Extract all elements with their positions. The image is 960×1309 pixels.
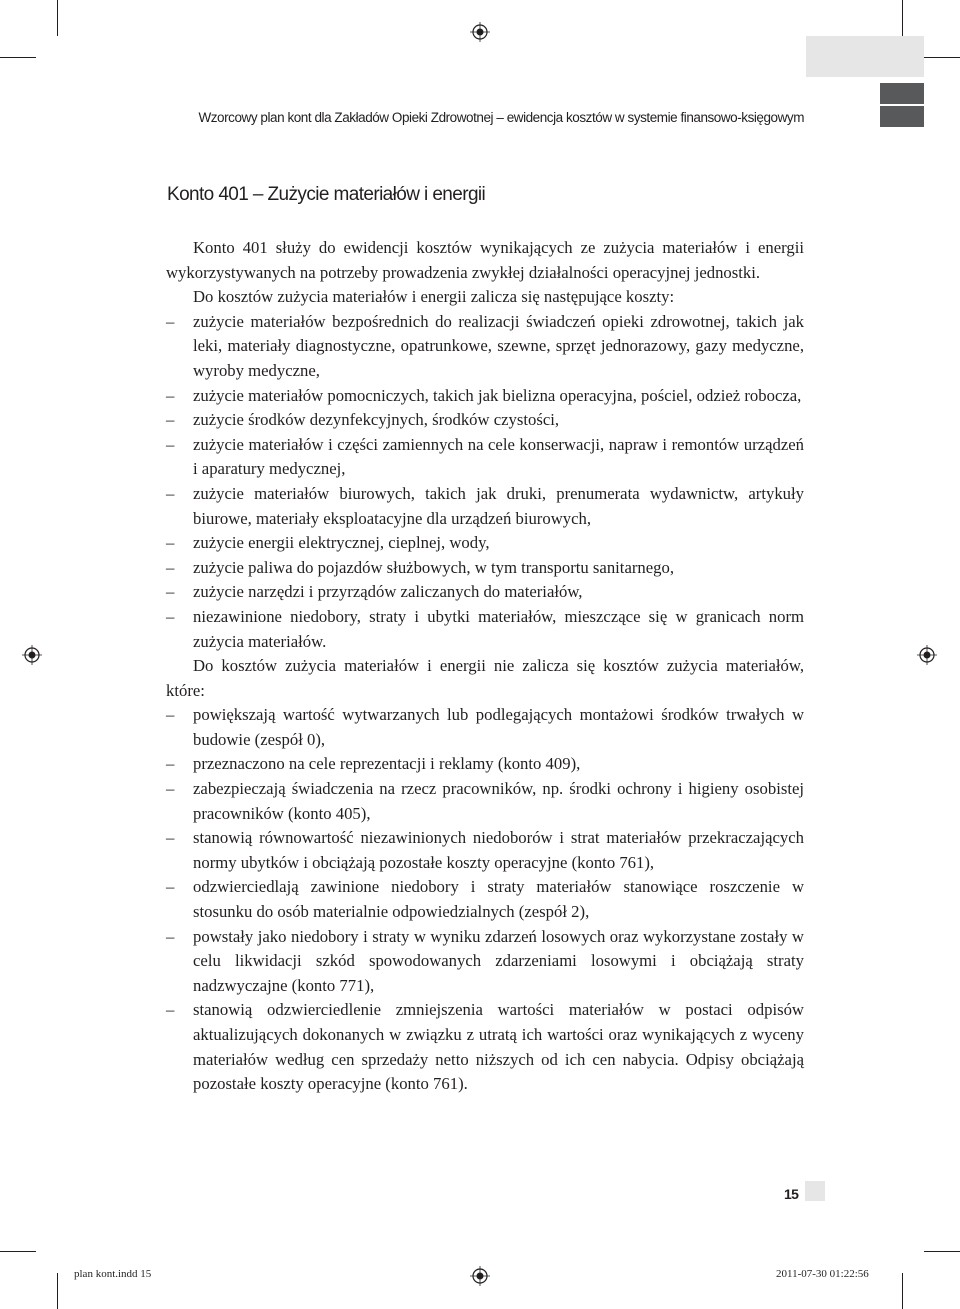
list-item-text: zabezpieczają świadczenia na rzecz pracowników, np. środki ochrony i higieny osobistej pracowników (konto 405), <box>193 779 804 823</box>
list-item <box>166 408 804 433</box>
dash-bullet: – <box>166 434 175 454</box>
list-item-text: zużycie środków dezynfekcyjnych, środków czystości, <box>193 410 560 430</box>
running-head: Wzorcowy plan kont dla Zakładów Opieki Zdrowotnej – ewidencja kosztów w systemie finansowo-księgowym <box>198 110 804 125</box>
crop-mark <box>902 0 903 36</box>
list-item-text: zużycie materiałów pomocniczych, takich jak bielizna operacyjna, pościel, odzież robocza, <box>193 385 802 405</box>
dash-bullet: – <box>166 1000 175 1020</box>
dash-bullet: – <box>166 557 175 577</box>
dash-bullet: – <box>166 926 175 946</box>
list-item <box>166 482 804 531</box>
dash-bullet: – <box>166 828 175 848</box>
page-number-decor-block <box>805 1181 825 1201</box>
main-content <box>166 236 804 1097</box>
list-item-text: stanowią odzwierciedlenie zmniejszenia wartości materiałów w postaci odpisów aktualizujących dokonanych w związku z utratą ich wartości oraz wynikających z wyceny materiałów według cen sprzedaży netto niższych od ich cen nabycia. Odpisy obciążają pozostałe koszty operacyjne (konto 761). <box>193 1000 804 1094</box>
list-item <box>166 998 804 1096</box>
list-item <box>166 875 804 924</box>
list-item-text: zużycie narzędzi i przyrządów zaliczanych do materiałów, <box>193 582 583 602</box>
list-item-text: zużycie paliwa do pojazdów służbowych, w tym transportu sanitarnego, <box>193 557 675 577</box>
crop-mark <box>57 0 58 36</box>
list-item-text: zużycie energii elektrycznej, cieplnej, wody, <box>193 533 490 553</box>
slug-file-name: plan kont.indd 15 <box>74 1268 152 1280</box>
header-decor-divider <box>880 104 924 106</box>
dash-bullet: – <box>166 779 175 799</box>
intro-paragraph: Konto 401 służy do ewidencji kosztów wynikających ze zużycia materiałów i energii wykorzystywanych na potrzeby prowadzenia zwykłej działalności operacyjnej jednostki. <box>166 238 804 282</box>
dash-bullet: – <box>166 533 175 553</box>
dash-bullet: – <box>166 385 175 405</box>
list-item-text: zużycie materiałów biurowych, takich jak druki, prenumerata wydawnictw, artykuły biurowe, materiały eksploatacyjne dla urządzeń biurowych, <box>193 483 804 528</box>
list-item-text: przeznaczono na cele reprezentacji i reklamy (konto 409), <box>193 754 581 774</box>
included-costs-list <box>166 310 804 654</box>
list-item <box>166 605 804 654</box>
dash-bullet: – <box>166 311 175 331</box>
list-item <box>166 433 804 482</box>
dash-bullet: – <box>166 483 175 503</box>
list-item <box>166 384 804 409</box>
dash-bullet: – <box>166 410 175 430</box>
list-item-text: stanowią równowartość niezawinionych niedoborów i strat materiałów przekraczających normy ubytków i obciążają pozostałe koszty operacyjne (konto 761), <box>193 828 804 872</box>
dash-bullet: – <box>166 877 175 897</box>
excluded-costs-list <box>166 703 804 1097</box>
list-item-text: odzwierciedlają zawinione niedobory i straty materiałów stanowiące roszczenie w stosunku do osób materialnie odpowiedzialnych (zespół 2), <box>193 877 804 922</box>
registration-target-icon <box>917 645 937 665</box>
registration-target-icon <box>470 1266 490 1286</box>
dash-bullet: – <box>166 705 175 725</box>
registration-target-icon <box>22 645 42 665</box>
crop-mark <box>902 1273 903 1309</box>
list-item-text: powiększają wartość wytwarzanych lub podlegających montażowi środków trwałych w budowie (zespół 0), <box>193 705 804 749</box>
list-item <box>166 580 804 605</box>
list-item <box>166 531 804 556</box>
crop-mark <box>0 1251 36 1252</box>
list-item-text: zużycie materiałów i części zamiennych na cele konserwacji, napraw i remontów urządzeń i aparatury medycznej, <box>193 434 804 479</box>
list-item <box>166 777 804 826</box>
crop-mark <box>924 57 960 58</box>
list-item-text: zużycie materiałów bezpośrednich do realizacji świadczeń opieki zdrowotnej, takich jak leki, materiały diagnostyczne, opatrunkowe, szewne, sprzęt jednorazowy, gazy medyczne, wyroby medyczne, <box>193 311 804 380</box>
crop-mark <box>57 1273 58 1309</box>
list-item-text: powstały jako niedobory i straty w wyniku zdarzeń losowych oraz wykorzystane zostały w celu likwidacji szkód spowodowanych zdarzeniami losowymi i obciążają straty nadzwyczajne (konto 771), <box>193 926 804 995</box>
slug-timestamp: 2011-07-30 01:22:56 <box>776 1268 869 1280</box>
header-decor-light-block <box>806 36 924 77</box>
list-item <box>166 703 804 752</box>
list-item <box>166 310 804 384</box>
list-item <box>166 826 804 875</box>
excluded-lead-paragraph: Do kosztów zużycia materiałów i energii nie zalicza się kosztów zużycia materiałów, które: <box>166 656 804 700</box>
crop-mark <box>0 57 36 58</box>
list-item <box>166 925 804 999</box>
dash-bullet: – <box>166 582 175 602</box>
crop-mark <box>924 1251 960 1252</box>
section-title: Konto 401 – Zużycie materiałów i energii <box>167 184 486 205</box>
list-item <box>166 752 804 777</box>
dash-bullet: – <box>166 754 175 774</box>
included-lead-paragraph: Do kosztów zużycia materiałów i energii zalicza się następujące koszty: <box>193 287 675 307</box>
dash-bullet: – <box>166 606 175 626</box>
registration-target-icon <box>470 22 490 42</box>
page-number: 15 <box>784 1186 799 1202</box>
list-item-text: niezawinione niedobory, straty i ubytki materiałów, mieszczące się w granicach norm zużycia materiałów. <box>193 606 804 651</box>
list-item <box>166 556 804 581</box>
